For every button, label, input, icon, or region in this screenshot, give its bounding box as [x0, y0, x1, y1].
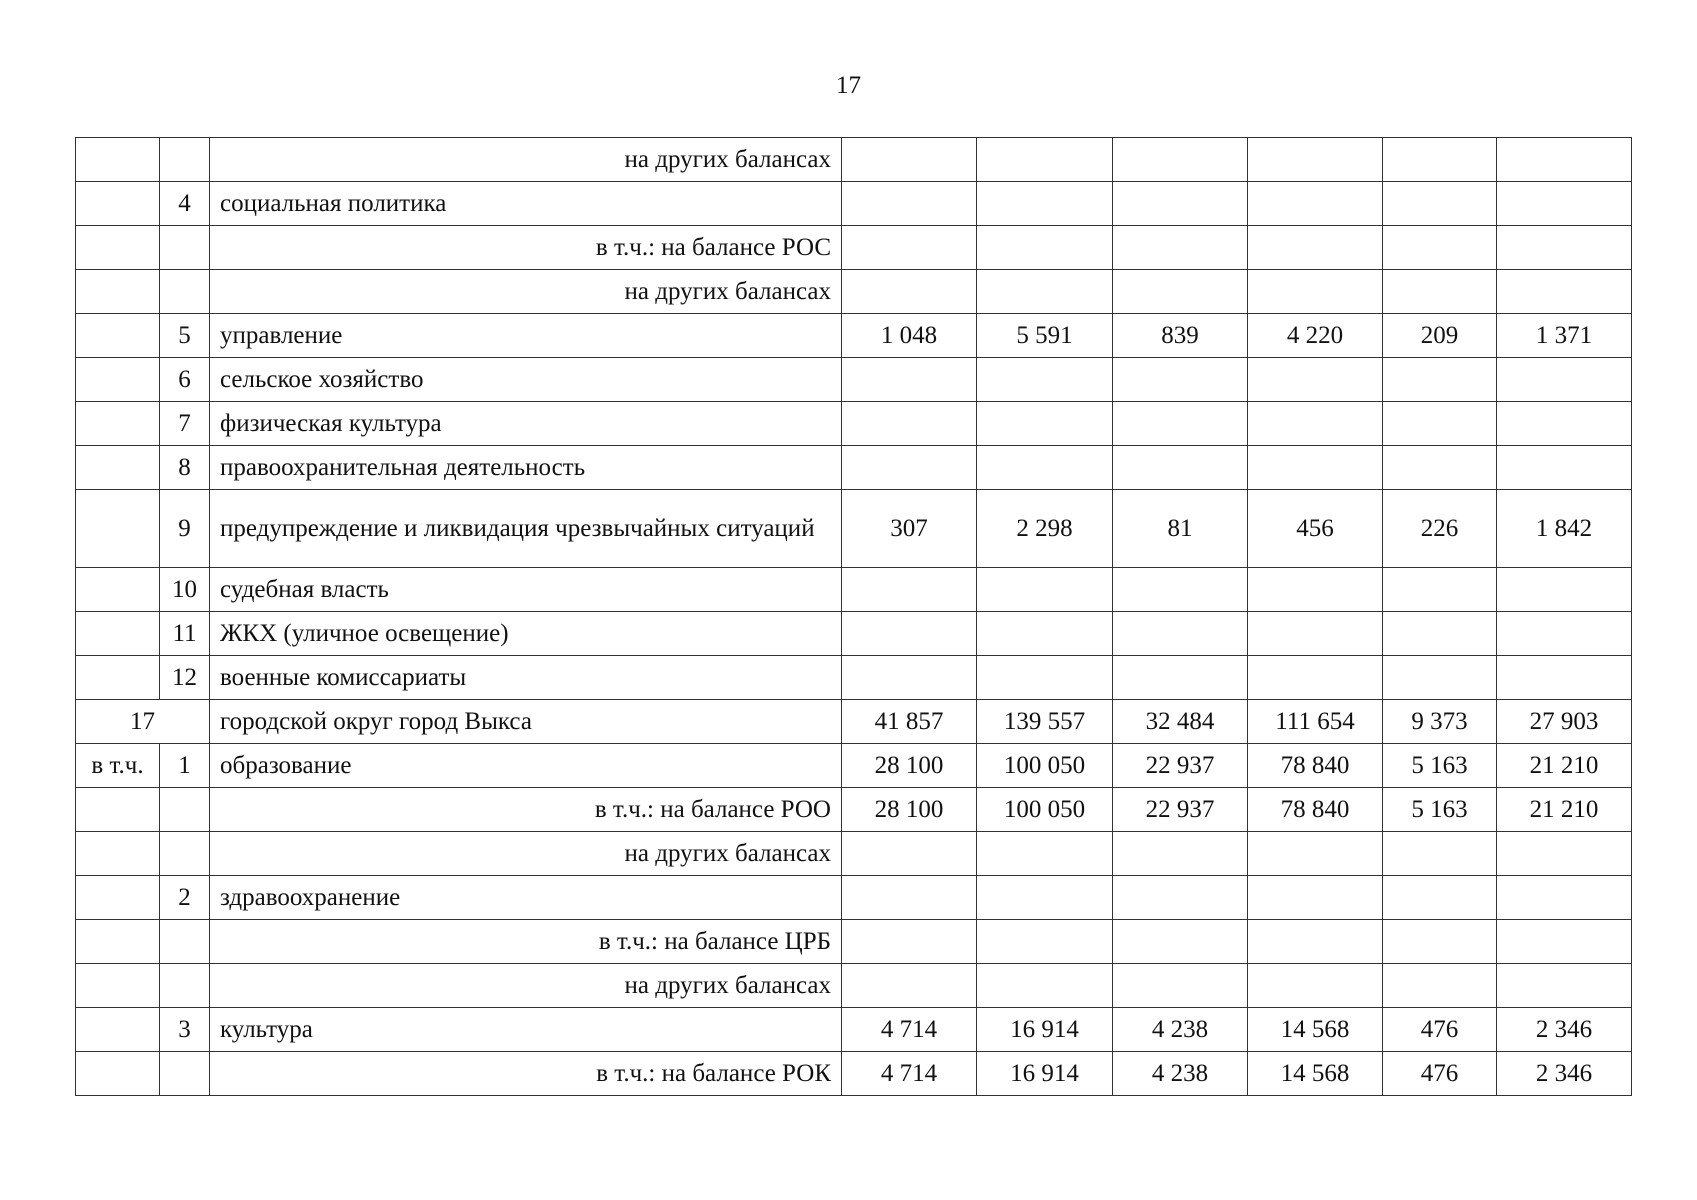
row-index-cell: 5 [160, 314, 210, 358]
value-cell [1383, 964, 1497, 1008]
table-row [76, 446, 1632, 490]
row-group-cell [76, 832, 160, 876]
value-cell [1113, 270, 1248, 314]
value-cell [842, 832, 977, 876]
value-cell [1248, 402, 1383, 446]
table-row [76, 832, 1632, 876]
row-name-cell: правоохранительная деятельность [210, 446, 842, 490]
row-group-cell [76, 920, 160, 964]
value-cell: 476 [1383, 1052, 1497, 1096]
value-cell [1113, 138, 1248, 182]
value-cell: 4 714 [842, 1008, 977, 1052]
value-cell [842, 964, 977, 1008]
value-cell [842, 270, 977, 314]
value-cell: 21 210 [1497, 744, 1632, 788]
value-cell [977, 446, 1113, 490]
value-cell: 14 568 [1248, 1008, 1383, 1052]
row-group-cell: в т.ч. [76, 744, 160, 788]
value-cell [1113, 358, 1248, 402]
value-cell: 5 591 [977, 314, 1113, 358]
row-index-cell: 4 [160, 182, 210, 226]
value-cell [842, 226, 977, 270]
value-cell [842, 402, 977, 446]
value-cell: 28 100 [842, 788, 977, 832]
value-cell [1383, 138, 1497, 182]
row-name-cell: ЖКХ (уличное освещение) [210, 612, 842, 656]
value-cell: 209 [1383, 314, 1497, 358]
value-cell: 1 371 [1497, 314, 1632, 358]
table-row [76, 226, 1632, 270]
value-cell [1383, 920, 1497, 964]
value-cell: 16 914 [977, 1052, 1113, 1096]
value-cell: 4 238 [1113, 1052, 1248, 1096]
row-name-cell: на других балансах [210, 964, 842, 1008]
row-index-cell [160, 226, 210, 270]
value-cell: 9 373 [1383, 700, 1497, 744]
value-cell [977, 964, 1113, 1008]
row-name-cell: судебная власть [210, 568, 842, 612]
table-row [76, 788, 1632, 832]
value-cell [1497, 612, 1632, 656]
value-cell [977, 138, 1113, 182]
value-cell: 14 568 [1248, 1052, 1383, 1096]
value-cell [1497, 832, 1632, 876]
value-cell [842, 138, 977, 182]
value-cell: 476 [1383, 1008, 1497, 1052]
value-cell [1113, 920, 1248, 964]
row-index-cell [160, 832, 210, 876]
value-cell: 28 100 [842, 744, 977, 788]
value-cell: 1 048 [842, 314, 977, 358]
value-cell [977, 358, 1113, 402]
row-group-cell [76, 1008, 160, 1052]
row-index-cell [160, 138, 210, 182]
row-index-cell [160, 964, 210, 1008]
table-row [76, 358, 1632, 402]
value-cell [1113, 612, 1248, 656]
value-cell: 226 [1383, 490, 1497, 568]
row-group-cell [76, 270, 160, 314]
row-name-cell: здравоохранение [210, 876, 842, 920]
row-group-cell [76, 138, 160, 182]
value-cell [1383, 446, 1497, 490]
value-cell [1497, 358, 1632, 402]
value-cell [1383, 656, 1497, 700]
row-group-cell [76, 876, 160, 920]
table-row [76, 876, 1632, 920]
row-index-cell: 1 [160, 744, 210, 788]
value-cell: 456 [1248, 490, 1383, 568]
value-cell [842, 358, 977, 402]
value-cell [842, 876, 977, 920]
table-row [76, 920, 1632, 964]
row-group-cell [76, 788, 160, 832]
row-group-cell [76, 226, 160, 270]
value-cell [1383, 402, 1497, 446]
table-body [76, 138, 1632, 1096]
value-cell [1248, 568, 1383, 612]
row-group-cell [76, 612, 160, 656]
value-cell [1383, 182, 1497, 226]
table-row [76, 402, 1632, 446]
row-index-cell: 12 [160, 656, 210, 700]
row-group-cell [76, 402, 160, 446]
row-name-cell: образование [210, 744, 842, 788]
value-cell: 27 903 [1497, 700, 1632, 744]
value-cell: 839 [1113, 314, 1248, 358]
value-cell [1113, 402, 1248, 446]
value-cell [977, 226, 1113, 270]
value-cell: 307 [842, 490, 977, 568]
row-name-cell: физическая культура [210, 402, 842, 446]
value-cell [1248, 270, 1383, 314]
value-cell [1248, 446, 1383, 490]
value-cell [1248, 182, 1383, 226]
value-cell: 2 346 [1497, 1008, 1632, 1052]
table-row [76, 744, 1632, 788]
value-cell: 41 857 [842, 700, 977, 744]
row-group-cell [76, 964, 160, 1008]
value-cell: 4 220 [1248, 314, 1383, 358]
row-name-cell: военные комиссариаты [210, 656, 842, 700]
value-cell [842, 656, 977, 700]
row-name-cell: предупреждение и ликвидация чрезвычайных ситуаций [210, 490, 842, 568]
row-index-cell [160, 1052, 210, 1096]
row-group-cell [76, 446, 160, 490]
value-cell [977, 832, 1113, 876]
value-cell: 32 484 [1113, 700, 1248, 744]
value-cell [1248, 138, 1383, 182]
value-cell [1383, 832, 1497, 876]
row-name-cell: культура [210, 1008, 842, 1052]
value-cell [1248, 964, 1383, 1008]
value-cell [1113, 964, 1248, 1008]
value-cell: 78 840 [1248, 744, 1383, 788]
table-row [76, 656, 1632, 700]
value-cell [1383, 226, 1497, 270]
value-cell: 4 714 [842, 1052, 977, 1096]
page-number: 17 [836, 72, 861, 99]
row-name-cell: на других балансах [210, 138, 842, 182]
value-cell: 4 238 [1113, 1008, 1248, 1052]
value-cell [1113, 446, 1248, 490]
row-name-cell: в т.ч.: на балансе ЦРБ [210, 920, 842, 964]
value-cell [842, 920, 977, 964]
table-row [76, 270, 1632, 314]
row-index-cell: 11 [160, 612, 210, 656]
row-group-cell [76, 358, 160, 402]
table-row [76, 964, 1632, 1008]
value-cell: 111 654 [1248, 700, 1383, 744]
value-cell [1497, 446, 1632, 490]
value-cell [977, 876, 1113, 920]
table-row [76, 314, 1632, 358]
row-group-cell [76, 490, 160, 568]
table-row [76, 182, 1632, 226]
table-row [76, 1052, 1632, 1096]
row-index-cell [160, 788, 210, 832]
value-cell [1248, 358, 1383, 402]
value-cell [977, 612, 1113, 656]
row-name-cell: в т.ч.: на балансе РОК [210, 1052, 842, 1096]
value-cell [1497, 568, 1632, 612]
value-cell [1113, 876, 1248, 920]
value-cell [1113, 568, 1248, 612]
row-index-cell: 10 [160, 568, 210, 612]
value-cell [1497, 964, 1632, 1008]
table-row [76, 568, 1632, 612]
value-cell [842, 612, 977, 656]
value-cell [1497, 402, 1632, 446]
value-cell: 16 914 [977, 1008, 1113, 1052]
value-cell [842, 182, 977, 226]
row-name-cell: на других балансах [210, 270, 842, 314]
value-cell [1248, 920, 1383, 964]
row-group-cell: 17 [76, 700, 210, 744]
value-cell: 22 937 [1113, 744, 1248, 788]
value-cell: 2 298 [977, 490, 1113, 568]
table-row [76, 700, 1632, 744]
value-cell [1497, 138, 1632, 182]
row-index-cell: 3 [160, 1008, 210, 1052]
row-name-cell: социальная политика [210, 182, 842, 226]
value-cell [977, 920, 1113, 964]
row-index-cell: 6 [160, 358, 210, 402]
value-cell [977, 270, 1113, 314]
row-group-cell [76, 656, 160, 700]
value-cell: 2 346 [1497, 1052, 1632, 1096]
value-cell: 81 [1113, 490, 1248, 568]
value-cell: 21 210 [1497, 788, 1632, 832]
value-cell [842, 446, 977, 490]
value-cell: 100 050 [977, 788, 1113, 832]
value-cell [842, 568, 977, 612]
value-cell [1383, 270, 1497, 314]
table-row [76, 1008, 1632, 1052]
value-cell [1248, 876, 1383, 920]
value-cell [1383, 568, 1497, 612]
value-cell: 1 842 [1497, 490, 1632, 568]
value-cell [1383, 358, 1497, 402]
value-cell [1497, 270, 1632, 314]
value-cell: 78 840 [1248, 788, 1383, 832]
row-name-cell: на других балансах [210, 832, 842, 876]
row-group-cell [76, 568, 160, 612]
row-name-cell: сельское хозяйство [210, 358, 842, 402]
table-row [76, 490, 1632, 568]
value-cell [1113, 832, 1248, 876]
value-cell [1497, 920, 1632, 964]
row-name-cell: управление [210, 314, 842, 358]
value-cell [1248, 226, 1383, 270]
value-cell [1497, 226, 1632, 270]
row-group-cell [76, 314, 160, 358]
value-cell [977, 402, 1113, 446]
value-cell [1248, 612, 1383, 656]
value-cell [977, 656, 1113, 700]
table-row [76, 612, 1632, 656]
value-cell [1113, 182, 1248, 226]
row-index-cell [160, 920, 210, 964]
row-name-cell: городской округ город Выкса [210, 700, 842, 744]
row-index-cell: 7 [160, 402, 210, 446]
row-index-cell [160, 270, 210, 314]
value-cell [1497, 656, 1632, 700]
row-index-cell: 9 [160, 490, 210, 568]
value-cell [977, 568, 1113, 612]
value-cell: 22 937 [1113, 788, 1248, 832]
value-cell [1383, 612, 1497, 656]
value-cell [1497, 876, 1632, 920]
row-name-cell: в т.ч.: на балансе РОО [210, 788, 842, 832]
value-cell: 100 050 [977, 744, 1113, 788]
value-cell: 5 163 [1383, 788, 1497, 832]
row-group-cell [76, 1052, 160, 1096]
value-cell [1113, 656, 1248, 700]
value-cell [1113, 226, 1248, 270]
value-cell [1248, 832, 1383, 876]
row-index-cell: 8 [160, 446, 210, 490]
table-row [76, 138, 1632, 182]
row-index-cell: 2 [160, 876, 210, 920]
value-cell [1497, 182, 1632, 226]
value-cell: 5 163 [1383, 744, 1497, 788]
value-cell [1383, 876, 1497, 920]
row-group-cell [76, 182, 160, 226]
value-cell [1248, 656, 1383, 700]
value-cell [977, 182, 1113, 226]
value-cell: 139 557 [977, 700, 1113, 744]
budget-table [75, 137, 1632, 1096]
row-name-cell: в т.ч.: на балансе РОС [210, 226, 842, 270]
